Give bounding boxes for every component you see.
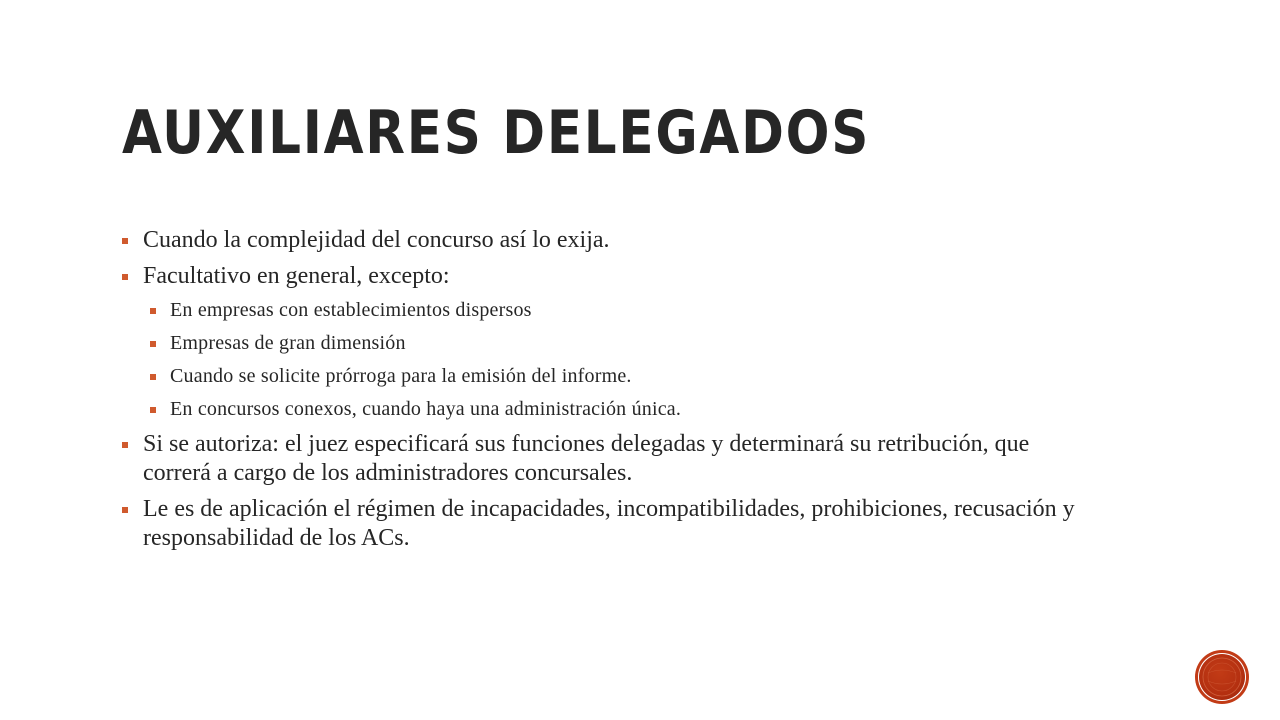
sub-bullet-item: [150, 364, 1082, 388]
square-bullet-icon: [122, 442, 128, 448]
bullet-item: [122, 495, 1082, 553]
square-bullet-icon: [122, 274, 128, 280]
bullet-text: Facultativo en general, excepto:: [143, 263, 450, 289]
square-bullet-icon: [122, 238, 128, 244]
bullet-list: [122, 226, 1082, 560]
sub-bullet-text: En concursos conexos, cuando haya una administración única.: [170, 398, 682, 420]
bullet-item: [122, 226, 1082, 255]
sub-bullet-text: En empresas con establecimientos dispersos: [170, 299, 532, 321]
seal-texture-icon: [1200, 655, 1244, 699]
bullet-item: [122, 262, 1082, 291]
bullet-text: Cuando la complejidad del concurso así lo exija.: [143, 227, 610, 253]
sub-bullet-item: [150, 331, 1082, 355]
slide-title: AUXILIARES DELEGADOS: [122, 98, 871, 168]
sub-bullet-text: Empresas de gran dimensión: [170, 332, 406, 354]
square-bullet-icon: [150, 374, 156, 380]
bullet-item: [122, 430, 1082, 488]
circle-logo-icon: [1198, 653, 1246, 701]
square-bullet-icon: [150, 341, 156, 347]
bullet-text: Le es de aplicación el régimen de incapacidades, incompatibilidades, prohibiciones, recusación y responsabilidad de los ACs.: [143, 496, 1075, 551]
square-bullet-icon: [122, 507, 128, 513]
sub-bullet-text: Cuando se solicite prórroga para la emisión del informe.: [170, 365, 632, 387]
bullet-text: Si se autoriza: el juez especificará sus funciones delegadas y determinará su retribución, que correrá a cargo de los administradores concursales.: [143, 431, 1030, 486]
sub-bullet-item: [150, 397, 1082, 421]
sub-bullet-item: [150, 298, 1082, 322]
square-bullet-icon: [150, 407, 156, 413]
square-bullet-icon: [150, 308, 156, 314]
